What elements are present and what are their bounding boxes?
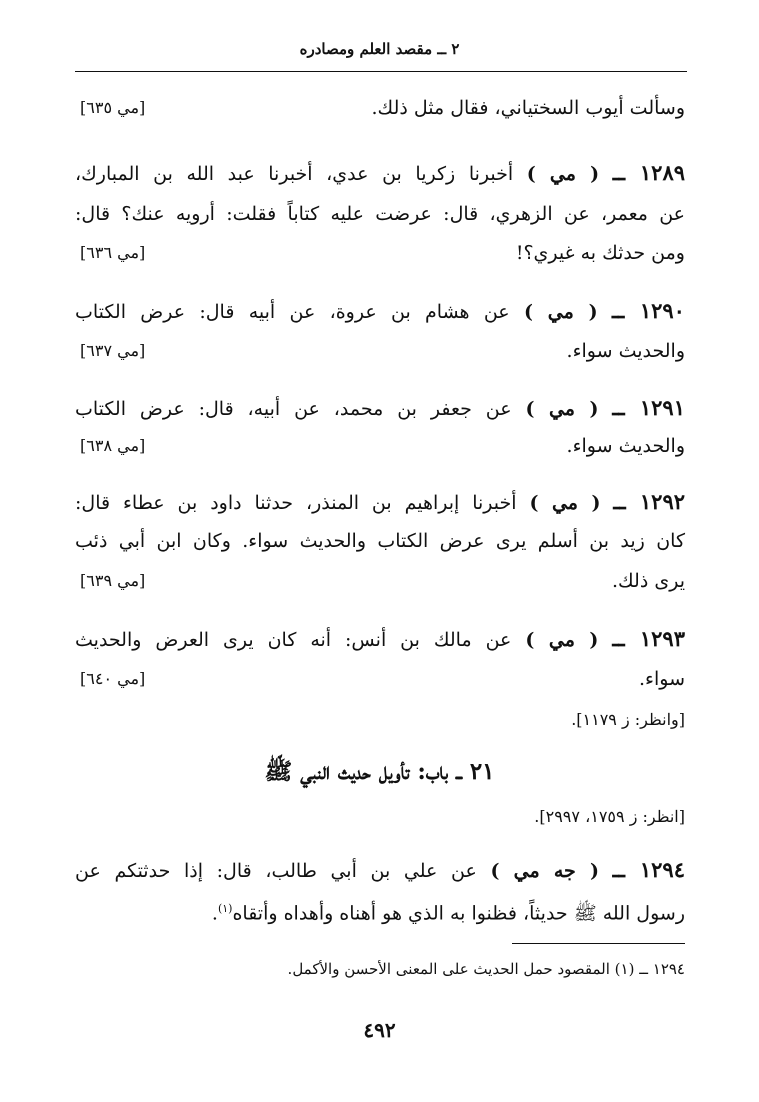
text-line: ومن حدثك به غيري؟!: [515, 242, 685, 264]
source-tag: ( مي ): [525, 398, 599, 420]
source-ref: [مي ٦٣٧]: [80, 341, 146, 360]
hadith-1289-line-1: [75, 158, 685, 189]
hadith-number: ١٢٩٠ ــ: [611, 298, 685, 323]
end-punctuation: .: [211, 902, 218, 925]
text-line: والحديث سواء.: [566, 435, 685, 457]
text-line: كان زيد بن أسلم يرى عرض الكتاب والحديث سواء. وكان ابن أبي ذئب: [75, 530, 685, 552]
hadith-number: ١٢٨٩ ــ: [612, 160, 686, 185]
text-line: يرى ذلك.: [612, 570, 685, 592]
text-span: عن جعفر بن محمد، عن أبيه، قال: عرض الكتاب: [75, 398, 512, 420]
chapter-heading: ٢١ ــ باب: تأويل حديث النبي ﷺ: [264, 758, 495, 785]
hadith-number: ١٢٩٢ ــ: [613, 489, 686, 514]
cross-reference: [وانظر: ز ١١٧٩].: [571, 710, 685, 729]
source-tag: ( جه مي ): [490, 860, 600, 882]
text-span: عن مالك بن أنس: أنه كان يرى العرض والحديث: [75, 629, 512, 651]
text-span: أخبرنا إبراهيم بن المنذر، حدثنا داود بن عطاء قال:: [75, 492, 517, 514]
text-line: سواء.: [639, 668, 685, 690]
footnote: ١٢٩٤ ــ (١) المقصود حمل الحديث على المعنى الأحسن والأكمل.: [287, 960, 685, 978]
text-span: عن هشام بن عروة، عن أبيه قال: عرض الكتاب: [75, 301, 510, 323]
text-span: أخبرنا زكريا بن عدي، أخبرنا عبد الله بن المبارك،: [75, 163, 514, 185]
source-tag: ( مي ): [523, 301, 598, 323]
source-ref: [مي ٦٣٦]: [80, 243, 146, 262]
header-rule: [75, 71, 687, 72]
hadith-1294-line-1: [75, 855, 685, 886]
footnote-marker: (١): [217, 902, 233, 915]
text-line: وسألت أيوب السختياني، فقال مثل ذلك.: [371, 97, 685, 119]
text-span: عن علي بن أبي طالب، قال: إذا حدثتكم عن: [75, 860, 477, 882]
source-tag: ( مي ): [529, 492, 601, 514]
source-ref: [مي ٦٣٩]: [80, 571, 146, 590]
hadith-1290-line-1: [75, 296, 685, 327]
chapter-cross-reference: [انظر: ز ١٧٥٩، ٢٩٩٧].: [534, 807, 685, 826]
source-ref: [مي ٦٤٠]: [80, 669, 146, 688]
source-tag: ( مي ): [525, 629, 599, 651]
page-number: ٤٩٢: [363, 1018, 396, 1042]
source-ref: [مي ٦٣٥]: [80, 98, 146, 117]
hadith-number: ١٢٩٣ ــ: [612, 626, 685, 651]
footnote-rule: [512, 943, 685, 944]
hadith-number: ١٢٩١ ــ: [612, 395, 685, 420]
hadith-number: ١٢٩٤ ــ: [612, 857, 685, 882]
running-header: ٢ ــ مقصد العلم ومصادره: [299, 40, 460, 58]
source-tag: ( مي ): [526, 163, 600, 185]
source-ref: [مي ٦٣٨]: [80, 436, 146, 455]
hadith-1291-line-1: [75, 393, 685, 424]
text-line: والحديث سواء.: [566, 340, 685, 362]
text-line: عن معمر، عن الزهري، قال: عرضت عليه كتاباً فقلت: أرويه عنك؟ قال:: [75, 203, 685, 225]
text-span: رسول الله ﷺ حديثاً، فظنوا به الذي هو أهناه وأهداه وأتقاه: [232, 902, 685, 925]
hadith-1294-line-2: [75, 894, 685, 928]
hadith-1293-line-1: [75, 624, 685, 655]
hadith-1292-line-1: [75, 487, 685, 518]
